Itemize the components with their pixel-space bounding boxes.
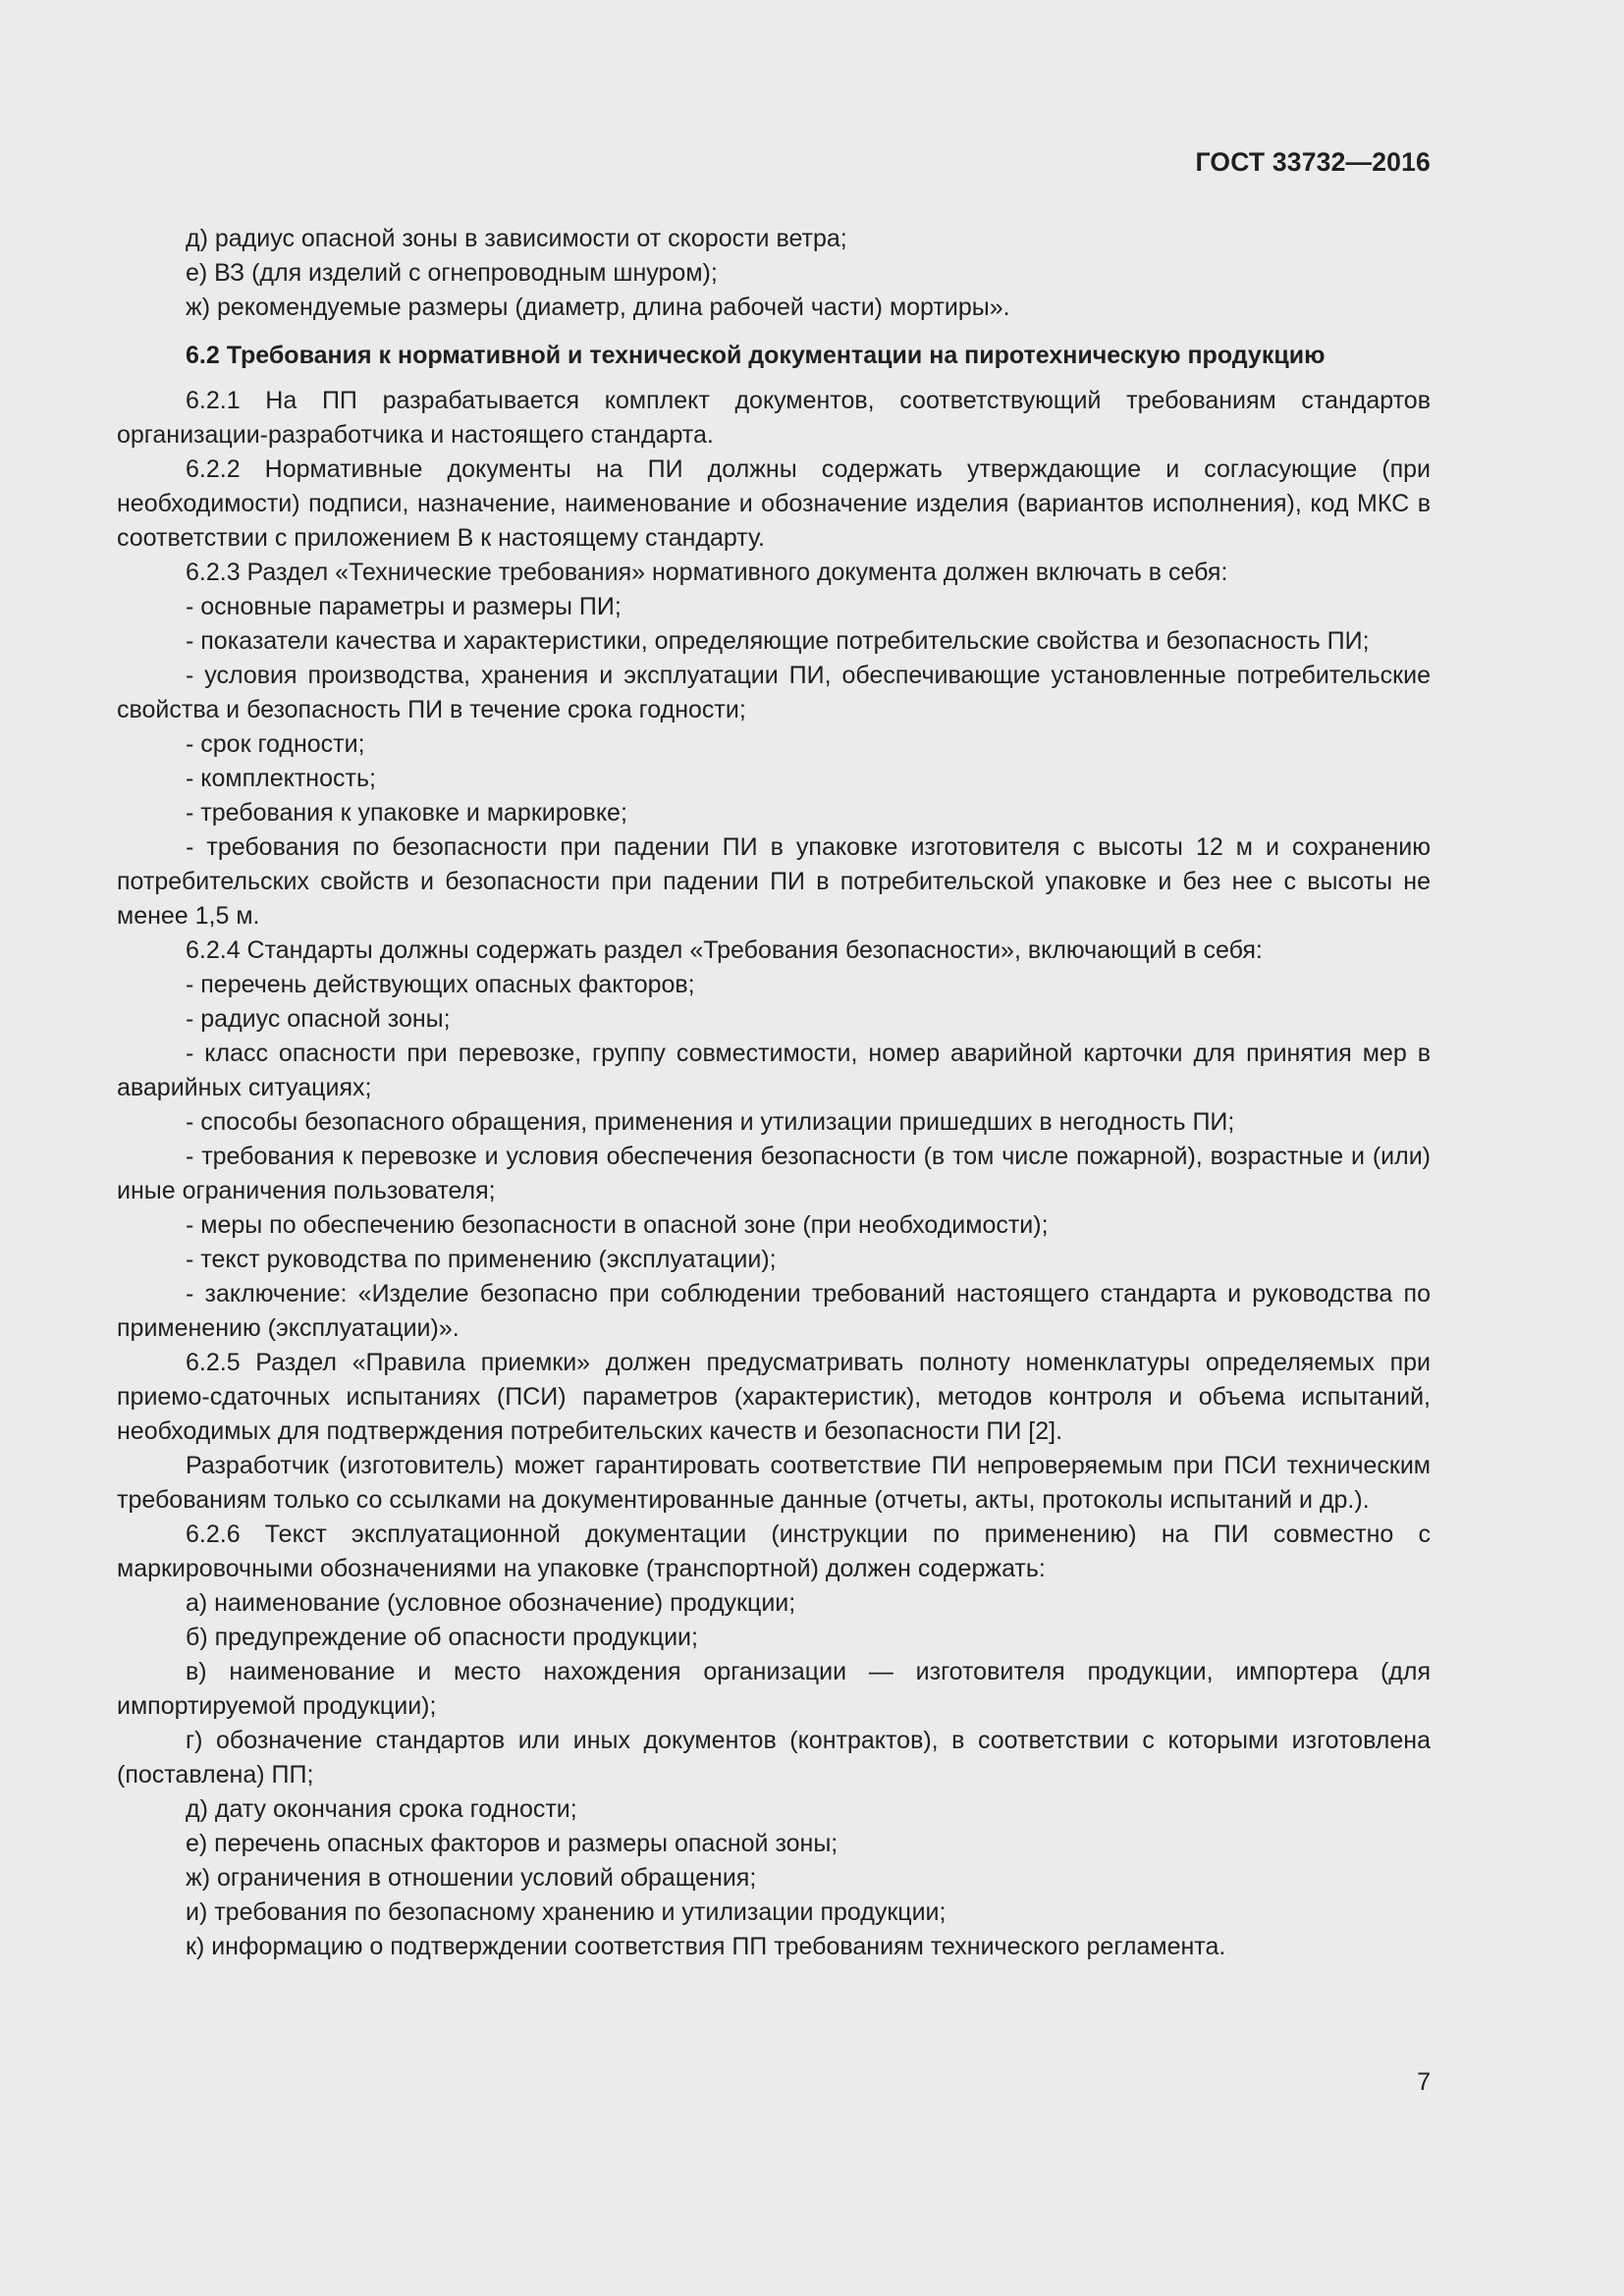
list-item: б) предупреждение об опасности продукции; (186, 1624, 698, 1651)
list-item: - комплектность; (186, 765, 376, 792)
list-item: - меры по обеспечению безопасности в опасной зоне (при необходимости); (186, 1211, 1049, 1239)
paragraph: 6.2.3 Раздел «Технические требования» нормативного документа должен включать в себя: (186, 559, 1228, 586)
list-item: - заключение: «Изделие безопасно при соблюдении требований настоящего стандарта и руководства по применению (эксплуатации)». (117, 1280, 1431, 1342)
list-item: - срок годности; (186, 730, 365, 758)
paragraph: 6.2.2 Нормативные документы на ПИ должны содержать утверждающие и согласующие (при необходимости) подписи, назначение, наименование и обозначение изделия (вариантов исполнения), код МКС в соответствии с приложением В к настоящему стандарту. (117, 455, 1431, 552)
list-item: - показатели качества и характеристики, определяющие потребительские свойства и безопасность ПИ; (186, 627, 1370, 655)
list-item: - текст руководства по применению (эксплуатации); (186, 1246, 777, 1273)
list-item: - требования по безопасности при падении ПИ в упаковке изготовителя с высоты 12 м и сохранению потребительских свойств и безопасности при падении ПИ в потребительской упаковке и без нее с высоты не менее 1,5 м. (117, 833, 1431, 930)
paragraph: 6.2.1 На ПП разрабатывается комплект документов, соответствующий требованиям стандартов организации-разработчика и настоящего стандарта. (117, 387, 1431, 449)
list-item: - условия производства, хранения и эксплуатации ПИ, обеспечивающие установленные потребительские свойства и безопасность ПИ в течение срока годности; (117, 662, 1431, 723)
paragraph: 6.2.6 Текст эксплуатационной документации (инструкции по применению) на ПИ совместно с маркировочными обозначениями на упаковке (транспортной) должен содержать: (117, 1521, 1431, 1582)
paragraph: 6.2.5 Раздел «Правила приемки» должен предусматривать полноту номенклатуры определяемых при приемо-сдаточных испытаниях (ПСИ) параметров (характеристик), методов контроля и объема испытаний, необходимых для подтверждения потребительских качеств и безопасности ПИ [2]. (117, 1349, 1431, 1445)
list-item: - радиус опасной зоны; (186, 1005, 451, 1033)
document-id-header: ГОСТ 33732—2016 (1195, 147, 1431, 177)
list-item: г) обозначение стандартов или иных документов (контрактов), в соответствии с которыми изготовлена (поставлена) ПП; (117, 1727, 1431, 1789)
list-item: д) дату окончания срока годности; (186, 1795, 577, 1823)
list-item: и) требования по безопасному хранению и утилизации продукции; (186, 1898, 947, 1926)
list-item: - перечень действующих опасных факторов; (186, 971, 695, 998)
list-item: ж) рекомендуемые размеры (диаметр, длина рабочей части) мортиры». (186, 294, 1010, 321)
paragraph: 6.2.4 Стандарты должны содержать раздел «Требования безопасности», включающий в себя: (186, 936, 1263, 964)
list-item: в) наименование и место нахождения организации — изготовителя продукции, импортера (для импортируемой продукции); (117, 1658, 1431, 1720)
list-item: - требования к упаковке и маркировке; (186, 799, 627, 827)
list-item: к) информацию о подтверждении соответствия ПП требованиям технического регламента. (186, 1933, 1226, 1960)
paragraph: Разработчик (изготовитель) может гарантировать соответствие ПИ непроверяемым при ПСИ техническим требованиям только со ссылками на документированные данные (отчеты, акты, протоколы испытаний и др.). (117, 1452, 1431, 1514)
list-item: - способы безопасного обращения, применения и утилизации пришедших в негодность ПИ; (186, 1108, 1235, 1136)
list-item: е) ВЗ (для изделий с огнепроводным шнуром); (186, 259, 718, 287)
list-item: а) наименование (условное обозначение) продукции; (186, 1589, 796, 1617)
list-item: - основные параметры и размеры ПИ; (186, 593, 622, 620)
list-item: - класс опасности при перевозке, группу совместимости, номер аварийной карточки для принятия мер в аварийных ситуациях; (117, 1040, 1431, 1101)
section-heading: 6.2 Требования к нормативной и технической документации на пиротехническую продукцию (186, 342, 1326, 369)
page-number: 7 (1417, 2068, 1431, 2096)
list-item: ж) ограничения в отношении условий обращения; (186, 1864, 757, 1892)
list-item: - требования к перевозке и условия обеспечения безопасности (в том числе пожарной), возрастные и (или) иные ограничения пользователя; (117, 1143, 1431, 1204)
document-body (117, 222, 1431, 1964)
list-item: е) перечень опасных факторов и размеры опасной зоны; (186, 1830, 839, 1857)
list-item: д) радиус опасной зоны в зависимости от скорости ветра; (186, 225, 847, 252)
